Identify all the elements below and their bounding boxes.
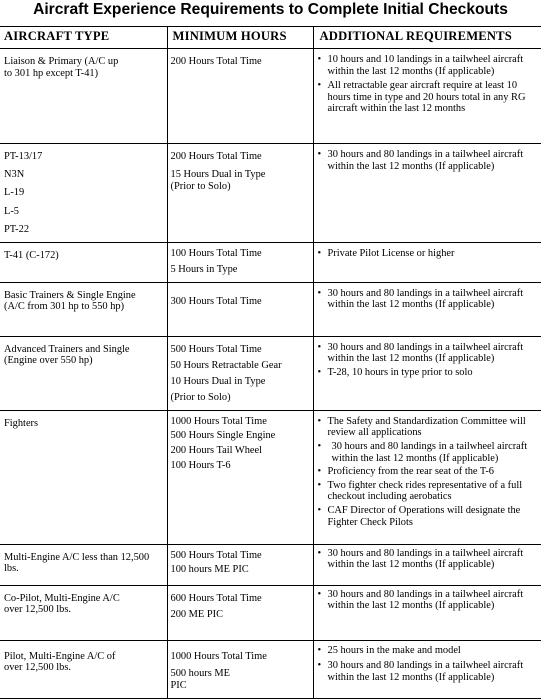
aircraft-type-cell <box>0 144 167 243</box>
requirement-item <box>318 288 539 311</box>
hours-line: 600 Hours Total Time <box>170 592 262 604</box>
hours-line: 5 Hours in Type <box>170 263 238 275</box>
requirement-text: 10 hours and 10 landings in a tailwheel aircraft within the last 12 months (If applicable) <box>327 54 524 77</box>
hours-line: (Prior to Solo) <box>170 391 231 403</box>
requirement-item <box>318 589 539 612</box>
requirement-text: 30 hours and 80 landings in a tailwheel aircraft within the last 12 months (If applicable) <box>327 660 524 684</box>
aircraft-type-cell <box>0 640 167 698</box>
requirement-item <box>318 416 539 439</box>
requirement-item <box>318 441 539 464</box>
hours-line: 500 Hours Total Time <box>170 549 262 561</box>
minimum-hours-cell <box>167 242 313 282</box>
page-title: Aircraft Experience Requirements to Complete Initial Checkouts <box>33 1 508 18</box>
bullet-icon: • <box>317 415 322 427</box>
header-row <box>0 27 541 49</box>
aircraft-type-line: Advanced Trainers and Single (Engine over 550 hp) <box>4 343 130 367</box>
minimum-hours-cell <box>167 640 313 698</box>
aircraft-type-line: N3N <box>4 169 25 181</box>
requirement-text: 30 hours and 80 landings in a tailwheel aircraft within the last 12 months (If applicable) <box>331 441 528 464</box>
aircraft-type-cell <box>0 282 167 336</box>
requirement-item <box>318 645 539 657</box>
hours-line: 1000 Hours Total Time <box>170 415 267 427</box>
column-header-minimum-hours: MINIMUM HOURS <box>167 27 313 49</box>
requirement-text: All retractable gear aircraft require at least 10 hours time in type and 20 hours total in any RG aircraft within the last 12 months <box>327 80 526 115</box>
bullet-icon: • <box>317 644 322 656</box>
hours-line: 200 Hours Total Time <box>170 151 262 162</box>
hours-line: 200 ME PIC <box>170 609 224 621</box>
hours-line: 100 Hours T-6 <box>170 459 231 471</box>
requirement-item <box>318 480 539 503</box>
hours-line: 300 Hours Total Time <box>170 295 262 307</box>
requirements-cell <box>313 242 541 282</box>
requirement-text: 30 hours and 80 landings in a tailwheel aircraft within the last 12 months (If applicable) <box>327 341 524 365</box>
hours-line: 50 Hours Retractable Gear <box>170 359 282 371</box>
aircraft-type-cell <box>0 242 167 282</box>
table-row <box>0 585 541 640</box>
hours-line: 500 hours ME PIC <box>170 668 230 692</box>
minimum-hours-cell <box>167 585 313 640</box>
bullet-icon: • <box>317 479 322 491</box>
hours-line: 1000 Hours Total Time <box>170 650 267 662</box>
bullet-icon: • <box>317 149 322 160</box>
requirement-item <box>318 342 539 365</box>
aircraft-type-cell <box>0 336 167 410</box>
requirement-item <box>318 466 539 478</box>
minimum-hours-cell <box>167 49 313 144</box>
minimum-hours-cell <box>167 336 313 410</box>
bullet-icon: • <box>317 366 322 378</box>
minimum-hours-cell <box>167 544 313 585</box>
hours-line: 100 hours ME PIC <box>170 564 249 576</box>
minimum-hours-cell <box>167 410 313 544</box>
requirement-item <box>318 505 539 528</box>
requirement-text: Private Pilot License or higher <box>327 247 455 259</box>
requirement-text: Proficiency from the rear seat of the T-6 <box>327 466 494 478</box>
bullet-icon: • <box>317 54 322 65</box>
column-header-additional-requirements: ADDITIONAL REQUIREMENTS <box>313 27 541 49</box>
aircraft-type-line: Liaison & Primary (A/C up to 301 hp except T-41) <box>4 56 119 79</box>
requirement-text: 25 hours in the make and model <box>327 644 461 656</box>
requirement-text: 30 hours and 80 landings in a tailwheel aircraft within the last 12 months (If applicable) <box>327 588 524 612</box>
aircraft-type-line: PT-22 <box>4 223 30 235</box>
hours-line: 15 Hours Dual in Type (Prior to Solo) <box>170 169 266 192</box>
aircraft-type-line: Fighters <box>4 417 39 429</box>
aircraft-type-cell <box>0 544 167 585</box>
column-header-aircraft-type: AIRCRAFT TYPE <box>0 27 167 49</box>
table-row <box>0 410 541 544</box>
hours-line: 200 Hours Total Time <box>170 56 262 67</box>
table-row <box>0 544 541 585</box>
requirement-text: 30 hours and 80 landings in a tailwheel aircraft within the last 12 months (If applicable) <box>327 287 524 311</box>
table-row <box>0 49 541 144</box>
minimum-hours-cell <box>167 144 313 243</box>
requirements-cell <box>313 585 541 640</box>
hours-line: 10 Hours Dual in Type <box>170 375 266 387</box>
bullet-icon: • <box>317 287 322 299</box>
bullet-icon: • <box>317 588 322 600</box>
requirement-item <box>318 149 539 172</box>
bullet-icon: • <box>317 247 322 259</box>
requirement-item <box>318 54 539 77</box>
table-row <box>0 242 541 282</box>
requirement-item <box>318 248 539 260</box>
aircraft-type-line: Multi-Engine A/C less than 12,500 lbs. <box>4 551 150 575</box>
bullet-icon: • <box>317 341 322 353</box>
requirement-text: Two fighter check rides representative of a full checkout including aerobatics <box>327 479 523 503</box>
requirement-item <box>318 660 539 683</box>
hours-line: 500 Hours Total Time <box>170 343 262 355</box>
requirements-cell <box>313 410 541 544</box>
requirements-cell <box>313 544 541 585</box>
hours-line: 500 Hours Single Engine <box>170 430 276 442</box>
requirement-text: 30 hours and 80 landings in a tailwheel aircraft within the last 12 months (If applicable) <box>327 149 524 172</box>
bullet-icon: • <box>317 547 322 559</box>
requirement-item <box>318 367 539 379</box>
requirement-text: The Safety and Standardization Committee will review all applications <box>327 415 526 439</box>
requirements-cell <box>313 144 541 243</box>
table-row <box>0 144 541 243</box>
table-row <box>0 640 541 698</box>
aircraft-type-cell <box>0 410 167 544</box>
requirement-text: 30 hours and 80 landings in a tailwheel aircraft within the last 12 months (If applicable) <box>327 547 524 571</box>
requirement-item <box>318 548 539 571</box>
table-row <box>0 282 541 336</box>
aircraft-type-cell <box>0 49 167 144</box>
minimum-hours-cell <box>167 282 313 336</box>
aircraft-type-line: PT-13/17 <box>4 151 43 162</box>
bullet-icon: • <box>317 466 322 478</box>
requirements-table <box>0 26 541 699</box>
requirements-cell <box>313 640 541 698</box>
table-row <box>0 336 541 410</box>
bullet-icon: • <box>317 441 322 453</box>
aircraft-type-line: L-5 <box>4 205 20 217</box>
bullet-icon: • <box>317 80 322 92</box>
hours-line: 100 Hours Total Time <box>170 247 262 259</box>
requirements-cell <box>313 282 541 336</box>
bullet-icon: • <box>317 505 322 517</box>
requirement-item <box>318 80 539 115</box>
requirements-cell <box>313 49 541 144</box>
requirement-text: CAF Director of Operations will designate the Fighter Check Pilots <box>327 505 521 528</box>
aircraft-type-cell <box>0 585 167 640</box>
aircraft-type-line: L-19 <box>4 187 25 199</box>
aircraft-type-line: Co-Pilot, Multi-Engine A/C over 12,500 lbs. <box>4 592 120 616</box>
aircraft-type-line: Basic Trainers & Single Engine (A/C from 301 hp to 550 hp) <box>4 289 136 313</box>
requirements-cell <box>313 336 541 410</box>
aircraft-type-line: T-41 (C-172) <box>4 249 59 261</box>
bullet-icon: • <box>317 660 322 672</box>
hours-line: 200 Hours Tail Wheel <box>170 445 263 457</box>
aircraft-type-line: Pilot, Multi-Engine A/C of over 12,500 lbs. <box>4 650 116 674</box>
requirement-text: T-28, 10 hours in type prior to solo <box>327 366 473 378</box>
